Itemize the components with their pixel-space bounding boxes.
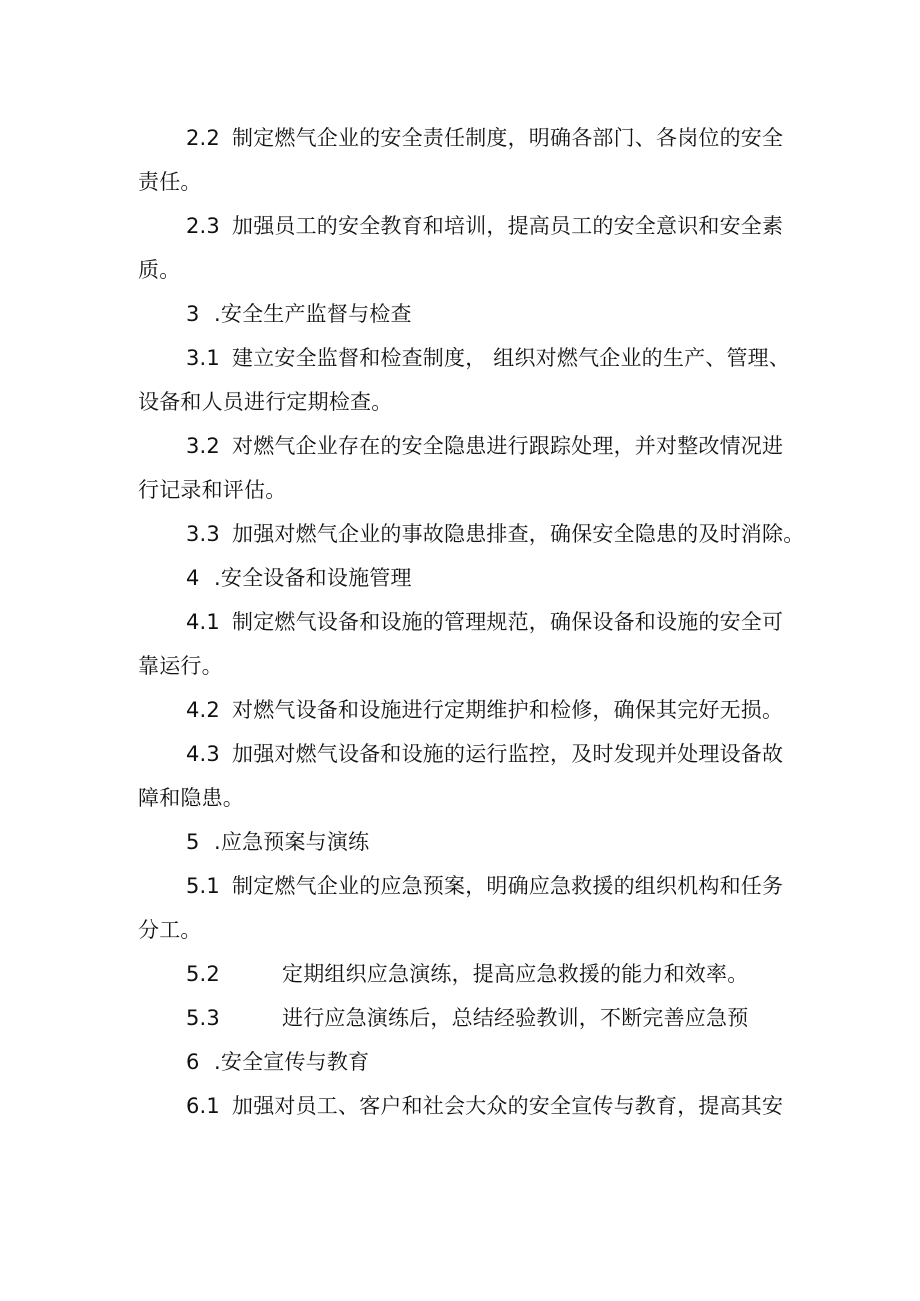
paragraph-2-2-line-1 [186,124,783,152]
paragraph-3-1-line-2 [138,388,392,416]
paragraph-5-1-line-2 [138,916,202,944]
paragraph-6-1-line-1 [186,1092,783,1120]
item-number: 3.2 [186,434,220,458]
paragraph-4-1-line-1 [186,608,783,636]
section-5-heading [186,828,369,856]
item-text: 进行应急演练后，总结经验教训，不断完善应急预 [282,1006,749,1030]
paragraph-2-3-line-1 [186,212,783,240]
item-number: 5.1 [186,874,220,898]
section-number: 5 [186,830,200,854]
item-text: 对燃气企业存在的安全隐患进行跟踪处理，并对整改情况进 [232,434,784,458]
section-6-heading [186,1048,369,1076]
item-text: 制定燃气企业的应急预案，明确应急救援的组织机构和任务 [232,874,784,898]
item-number: 2.2 [186,126,220,150]
section-title: .安全生产监督与检查 [214,302,412,326]
paragraph-3-2-line-2 [138,476,286,504]
item-text: 责任。 [138,170,202,194]
section-4-heading [186,564,412,592]
item-number: 3.3 [186,522,220,546]
section-number: 6 [186,1050,200,1074]
item-text: 加强对员工、客户和社会大众的安全宣传与教育，提高其安 [232,1094,784,1118]
item-number: 4.1 [186,610,220,634]
item-text: 制定燃气设备和设施的管理规范，确保设备和设施的安全可 [232,610,784,634]
item-number: 2.3 [186,214,220,238]
section-number: 3 [186,302,200,326]
paragraph-3-3-line-1 [186,520,804,548]
item-text: 分工。 [138,918,202,942]
paragraph-2-3-line-2 [138,256,180,284]
item-text: 设备和人员进行定期检查。 [138,390,393,414]
item-text: 定期组织应急演练，提高应急救援的能力和效率。 [282,962,749,986]
section-title: .安全宣传与教育 [214,1050,370,1074]
paragraph-5-2-line-1 [186,960,748,988]
item-text: 建立安全监督和检查制度， 组织对燃气企业的生产、管理、 [232,346,791,370]
section-number: 4 [186,566,200,590]
paragraph-2-2-line-2 [138,168,202,196]
item-number: 6.1 [186,1094,220,1118]
paragraph-3-1-line-1 [186,344,790,372]
paragraph-5-3-line-1 [186,1004,748,1032]
section-title: .应急预案与演练 [214,830,370,854]
section-title: .安全设备和设施管理 [214,566,412,590]
paragraph-4-3-line-2 [138,784,244,812]
section-3-heading [186,300,412,328]
item-number: 3.1 [186,346,220,370]
item-text: 障和隐患。 [138,786,244,810]
item-text: 制定燃气企业的安全责任制度，明确各部门、各岗位的安全 [232,126,784,150]
paragraph-3-2-line-1 [186,432,783,460]
item-number: 5.3 [186,1006,220,1030]
item-text: 靠运行。 [138,654,223,678]
item-text: 质。 [138,258,181,282]
paragraph-4-1-line-2 [138,652,223,680]
paragraph-4-3-line-1 [186,740,783,768]
item-number: 5.2 [186,962,220,986]
item-number: 4.2 [186,698,220,722]
paragraph-5-1-line-1 [186,872,783,900]
item-text: 对燃气设备和设施进行定期维护和检修，确保其完好无损。 [232,698,784,722]
item-number: 4.3 [186,742,220,766]
item-text: 加强对燃气企业的事故隐患排查，确保安全隐患的及时消除。 [232,522,805,546]
item-text: 行记录和评估。 [138,478,287,502]
item-text: 加强对燃气设备和设施的运行监控，及时发现并处理设备故 [232,742,784,766]
item-text: 加强员工的安全教育和培训，提高员工的安全意识和安全素 [232,214,784,238]
paragraph-4-2-line-1 [186,696,783,724]
